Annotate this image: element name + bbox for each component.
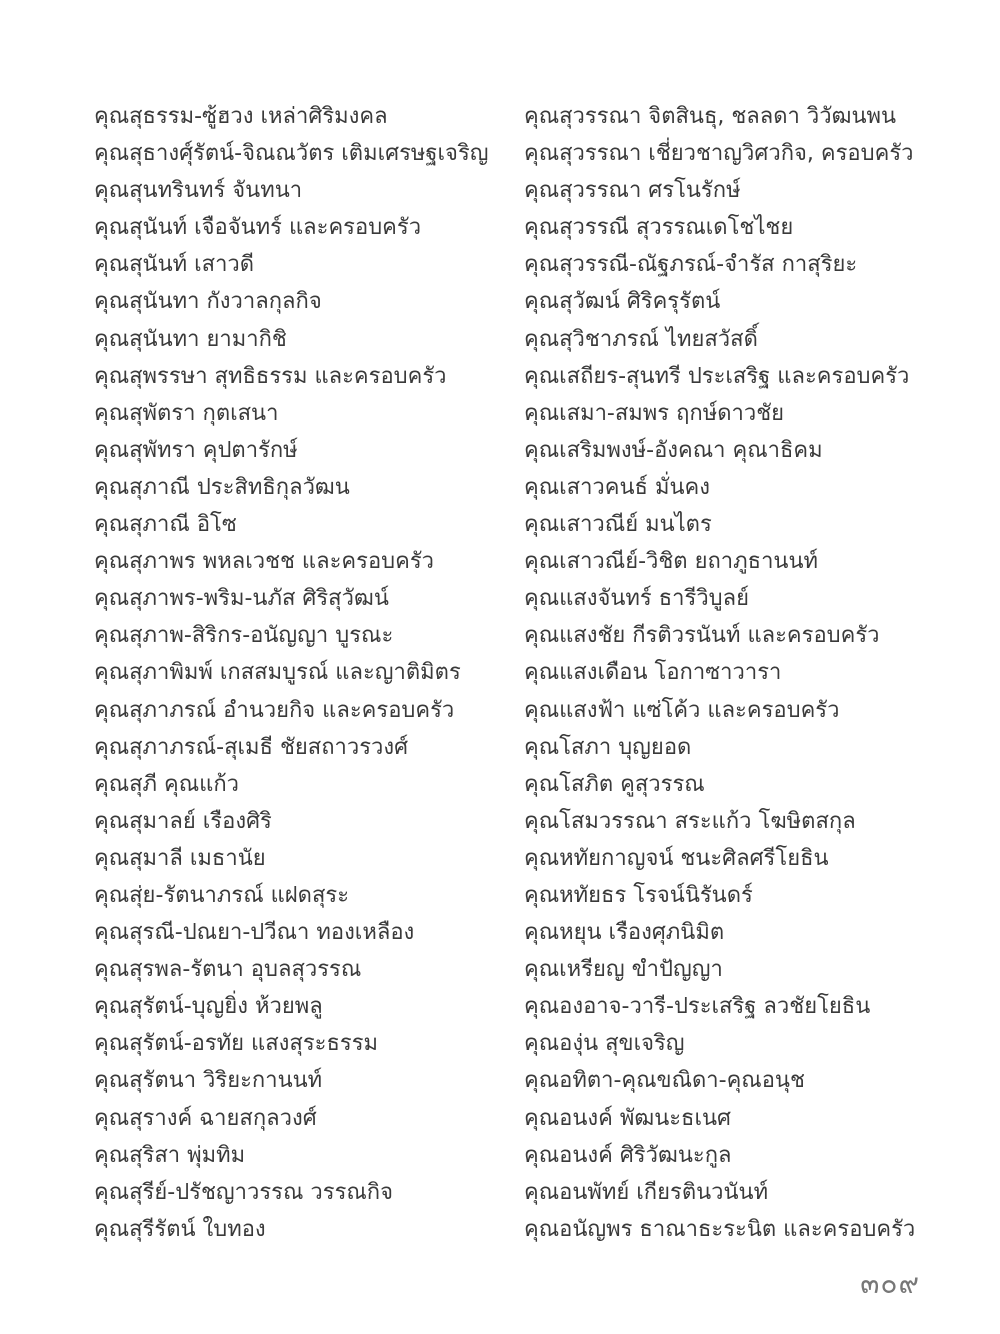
name-entry: คุณอนพัทย์ เกียรตินวนันท์ xyxy=(524,1179,769,1205)
name-entry: คุณสุรณี-ปณยา-ปวีณา ทองเหลือง xyxy=(94,920,415,946)
name-entry: คุณสุภาพิมพ์ เกสสมบูรณ์ และญาติมิตร xyxy=(94,660,461,686)
name-entry: คุณโสมวรรณา สระแก้ว โฆษิตสกุล xyxy=(524,808,856,834)
name-entry: คุณเสาวณีย์ มนไตร xyxy=(524,512,712,538)
name-entry: คุณสุรัตน์-อรทัย แสงสุระธรรม xyxy=(94,1031,379,1057)
name-entry: คุณสุภาณี อิโซ xyxy=(94,512,237,538)
name-entry: คุณสุพัตรา กุตเสนา xyxy=(94,400,279,426)
name-entry: คุณสุพัทรา คุปตารักษ์ xyxy=(94,437,298,463)
page-number: ๓๐๙ xyxy=(860,1267,920,1300)
name-entry: คุณสุรัตน์-บุญยิ่ง ห้วยพลู xyxy=(94,994,323,1020)
name-entry: คุณสุภาณี ประสิทธิกุลวัฒน xyxy=(94,474,350,500)
name-entry: คุณองอาจ-วารี-ประเสริฐ ลวชัยโยธิน xyxy=(524,994,871,1020)
name-entry: คุณแสงชัย กีรติวรนันท์ และครอบครัว xyxy=(524,623,880,649)
name-list-right xyxy=(524,98,954,1248)
name-entry: คุณสุวรรณา เชี่ยวชาญวิศวกิจ, ครอบครัว xyxy=(524,141,914,167)
name-entry: คุณสุภาพร พหลเวชช และครอบครัว xyxy=(94,549,435,575)
name-entry: คุณสุมาลี เมธานัย xyxy=(94,845,266,871)
name-entry: คุณสุนทรินทร์ จันทนา xyxy=(94,178,303,204)
name-entry: คุณเสถียร-สุนทรี ประเสริฐ และครอบครัว xyxy=(524,363,910,389)
name-entry: คุณเสริมพงษ์-อังคณา คุณาธิคม xyxy=(524,437,823,463)
name-entry: คุณสุธรรม-ซู้ฮวง เหล่าศิริมงคล xyxy=(94,104,388,129)
name-entry: คุณอนงค์ ศิริวัฒนะกูล xyxy=(524,1142,732,1168)
name-entry: คุณแสงเดือน โอกาซาวารา xyxy=(524,660,782,686)
name-entry: คุณสุวรรณี สุวรรณเดโชไชย xyxy=(524,215,794,241)
name-entry: คุณสุพรรษา สุทธิธรรม และครอบครัว xyxy=(94,363,447,389)
name-entry: คุณหทัยกาญจน์ ชนะศิลศรีโยธิน xyxy=(524,845,829,871)
name-entry: คุณสุนันท์ เสาวดี xyxy=(94,252,255,278)
name-entry: คุณสุรางค์ ฉายสกุลวงศ์ xyxy=(94,1105,317,1131)
name-entry: คุณหยุน เรืองศุภนิมิต xyxy=(524,920,725,946)
name-entry: คุณอนงค์ พัฒนะธเนศ xyxy=(524,1105,732,1131)
name-entry: คุณเสาวณีย์-วิชิต ยถาภูธานนท์ xyxy=(524,549,819,575)
name-entry: คุณสุ่ย-รัตนาภรณ์ แฝดสุระ xyxy=(94,882,350,908)
name-entry: คุณสุวรรณี-ณัฐภรณ์-จำรัส กาสุริยะ xyxy=(524,252,858,278)
name-list-left xyxy=(94,98,514,1248)
name-entry: คุณโสภิต คูสุวรรณ xyxy=(524,771,705,797)
name-entry: คุณสุรัตนา วิริยะกานนท์ xyxy=(94,1068,323,1094)
name-entry: คุณสุภาภรณ์-สุเมธี ชัยสถาวรวงศ์ xyxy=(94,734,409,760)
name-entry: คุณอทิตา-คุณขณิดา-คุณอนุช xyxy=(524,1068,805,1094)
name-entry: คุณสุนันท์ เจือจันทร์ และครอบครัว xyxy=(94,215,422,241)
name-entry: คุณสุวัฒน์ ศิริครุรัตน์ xyxy=(524,289,721,315)
name-entry: คุณสุภาภรณ์ อำนวยกิจ และครอบครัว xyxy=(94,697,455,723)
name-entry: คุณสุริสา พุ่มทิม xyxy=(94,1142,246,1168)
name-entry: คุณสุรพล-รัตนา อุบลสุวรรณ xyxy=(94,957,362,983)
name-entry: คุณแสงจันทร์ ธารีวิบูลย์ xyxy=(524,586,750,612)
name-entry: คุณสุนันทา กังวาลกุลกิจ xyxy=(94,289,322,315)
name-entry: คุณสุนันทา ยามากิชิ xyxy=(94,326,287,352)
name-entry: คุณอนัญพร ธาณาธะระนิต และครอบครัว xyxy=(524,1216,916,1242)
name-entry: คุณหทัยธร โรจน์นิรันดร์ xyxy=(524,882,753,908)
name-entry: คุณแสงฟ้า แซ่โค้ว และครอบครัว xyxy=(524,697,840,723)
name-entry: คุณสุวรรณา ศรโนรักษ์ xyxy=(524,178,741,204)
name-entry: คุณสุภาพร-พริม-นภัส ศิริสุวัฒน์ xyxy=(94,586,389,612)
name-entry: คุณสุวรรณา จิตสินธุ, ชลลดา วิวัฒนพน xyxy=(524,104,897,129)
name-entry: คุณเสมา-สมพร ฤกษ์ดาวชัย xyxy=(524,400,785,426)
name-entry: คุณเหรียญ ขำปัญญา xyxy=(524,957,723,983)
name-entry: คุณสุภาพ-สิริกร-อนัญญา บูรณะ xyxy=(94,623,394,649)
name-entry: คุณสุภี คุณแก้ว xyxy=(94,771,240,797)
name-entry: คุณสุมาลย์ เรืองศิริ xyxy=(94,808,272,834)
name-entry: คุณเสาวคนธ์ มั่นคง xyxy=(524,474,710,500)
name-entry: คุณโสภา บุญยอด xyxy=(524,734,692,760)
name-entry: คุณสุวิชาภรณ์ ไทยสวัสดิ์ xyxy=(524,326,758,352)
name-entry: คุณองุ่น สุขเจริญ xyxy=(524,1031,685,1057)
name-entry: คุณสุธางศุ์รัตน์-จิณณวัตร เติมเศรษฐเจริญ xyxy=(94,141,489,167)
name-entry: คุณสุรีย์-ปรัชญาวรรณ วรรณกิจ xyxy=(94,1179,394,1205)
name-entry: คุณสุรีรัตน์ ใบทอง xyxy=(94,1216,266,1242)
